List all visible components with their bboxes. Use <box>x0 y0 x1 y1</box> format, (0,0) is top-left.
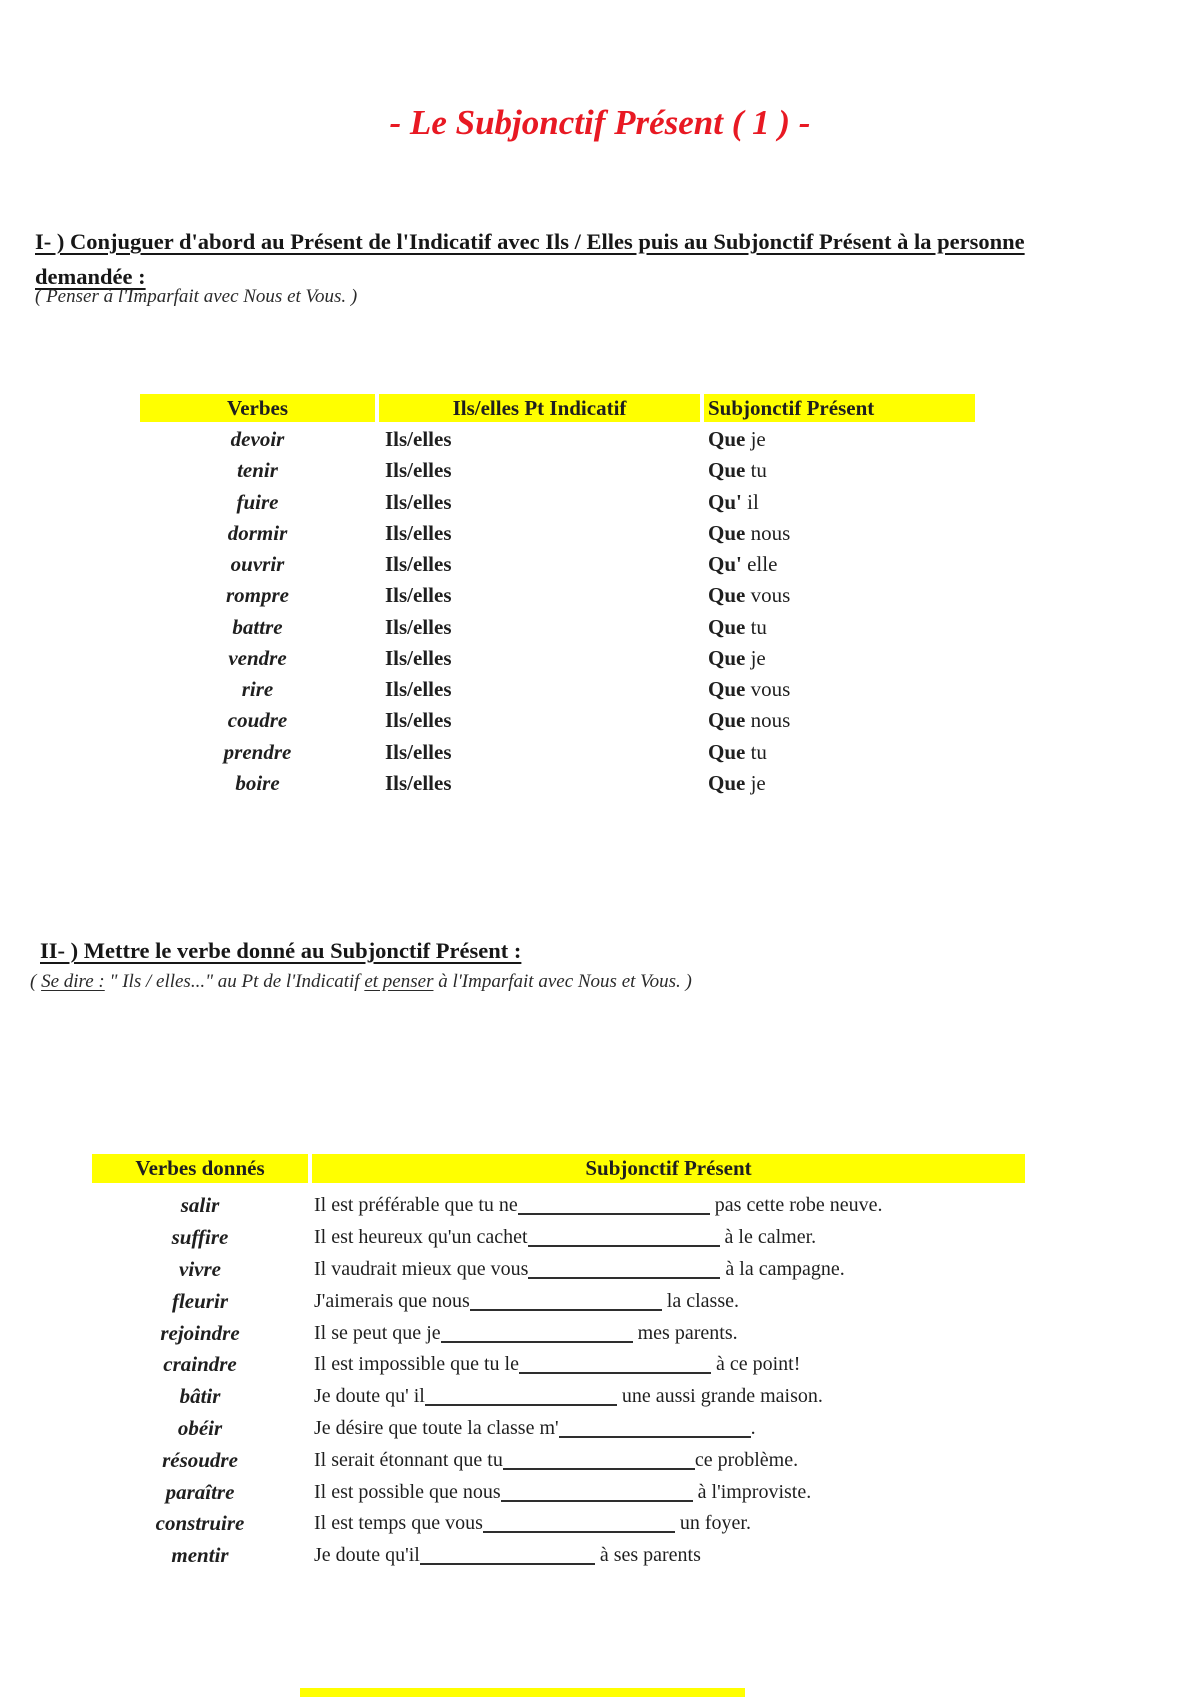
indicatif-cell: Ils/elles <box>385 677 452 702</box>
answer-blank <box>483 1519 675 1533</box>
sentence-after: un foyer. <box>674 1512 751 1535</box>
sentence-after: à la campagne. <box>720 1257 845 1280</box>
subjonctif-cell <box>704 615 975 640</box>
sentence-cell <box>312 1290 1025 1313</box>
answer-blank <box>528 1233 720 1247</box>
que-label: Que <box>708 427 746 452</box>
note-open: ( <box>30 971 42 992</box>
table-row <box>92 1222 1025 1254</box>
table-row <box>140 643 975 674</box>
table-row <box>140 455 975 486</box>
table-row <box>140 612 975 643</box>
sentence-before: Je doute qu' il <box>314 1385 425 1408</box>
verb-cell: résoudre <box>162 1447 238 1472</box>
table-row <box>140 518 975 549</box>
table1-header <box>140 394 975 422</box>
sentence-before: J'aimerais que nous <box>314 1289 470 1312</box>
table-row <box>140 549 975 580</box>
pronoun-label: il <box>747 489 759 514</box>
verb-cell: coudre <box>227 708 288 733</box>
que-label: Que <box>708 645 746 670</box>
sentence-after: à l'improviste. <box>692 1480 812 1503</box>
sentence-after: une aussi grande maison. <box>616 1385 823 1408</box>
sentence-after: à ses parents <box>594 1544 701 1567</box>
section1-note: ( Penser à l'Imparfait avec Nous et Vous. ) <box>35 286 358 307</box>
pronoun-label: nous <box>750 520 791 545</box>
verb-cell: suffire <box>171 1225 229 1250</box>
table2-header-subjonctif: Subjonctif Présent <box>312 1154 1025 1183</box>
section1-heading: I- ) Conjuguer d'abord au Présent de l'Indicatif avec Ils / Elles puis au Subjonctif Présent à la personne demandée : <box>35 229 1025 289</box>
sentence-cell <box>312 1417 1025 1440</box>
indicatif-cell: Ils/elles <box>385 520 452 545</box>
que-label: Que <box>708 677 746 702</box>
pronoun-label: elle <box>747 552 778 577</box>
sentence-before: Il est préférable que tu ne <box>314 1194 518 1217</box>
sentence-cell <box>312 1258 1025 1281</box>
subjonctif-cell <box>704 521 975 546</box>
answer-blank <box>503 1456 695 1470</box>
sentence-before: Il est possible que nous <box>314 1480 501 1503</box>
note-underlined-et-penser: et penser <box>364 971 434 992</box>
sentence-before: Je désire que toute la classe m' <box>314 1416 559 1439</box>
sentence-cell <box>312 1449 1025 1472</box>
sentence-cell <box>312 1544 1025 1567</box>
sentence-before: Il est heureux qu'un cachet <box>314 1226 528 1249</box>
que-label: Que <box>708 739 746 764</box>
verb-cell: battre <box>232 614 283 639</box>
que-label: Qu' <box>708 489 742 514</box>
subjonctif-cell <box>704 552 975 577</box>
verb-cell: vivre <box>179 1256 221 1281</box>
sentence-after: . <box>750 1416 756 1439</box>
sentence-after: la classe. <box>661 1289 739 1312</box>
subjonctif-cell <box>704 771 975 796</box>
table-row <box>92 1444 1025 1476</box>
sentence-before: Il se peut que je <box>314 1321 441 1344</box>
table-row <box>140 580 975 611</box>
pronoun-label: je <box>750 427 766 452</box>
note-end: à l'Imparfait avec Nous et Vous. ) <box>433 971 692 992</box>
table-row <box>140 424 975 455</box>
page-title: - Le Subjonctif Présent ( 1 ) - <box>389 103 811 142</box>
sentence-before: Je doute qu'il <box>314 1544 420 1567</box>
section2-note <box>30 971 692 993</box>
answer-blank <box>519 1360 711 1374</box>
verb-cell: rire <box>241 677 274 702</box>
subjonctif-cell <box>704 677 975 702</box>
pronoun-label: tu <box>750 458 767 483</box>
verb-cell: vendre <box>228 645 287 670</box>
answer-blank <box>518 1201 710 1215</box>
indicatif-cell: Ils/elles <box>385 645 452 670</box>
sentence-after: à le calmer. <box>719 1226 817 1249</box>
table-row <box>92 1254 1025 1286</box>
subjonctif-cell <box>704 740 975 765</box>
indicatif-cell: Ils/elles <box>385 614 452 639</box>
table-row <box>92 1349 1025 1381</box>
sentence-cell <box>312 1512 1025 1535</box>
sentence-before: Il vaudrait mieux que vous <box>314 1257 529 1280</box>
indicatif-cell: Ils/elles <box>385 427 452 452</box>
pronoun-label: je <box>750 645 766 670</box>
verb-cell: fuire <box>236 489 279 514</box>
sentence-after: pas cette robe neuve. <box>709 1194 883 1217</box>
sentence-after: à ce point! <box>710 1353 801 1376</box>
table-row <box>92 1413 1025 1445</box>
subjonctif-cell <box>704 708 975 733</box>
note-middle: " Ils / elles..." au Pt de l'Indicatif <box>104 971 365 992</box>
verb-cell: tenir <box>237 458 278 483</box>
sentence-before: Il est impossible que tu le <box>314 1353 519 1376</box>
verb-cell: fleurir <box>171 1288 228 1313</box>
table1-header-subjonctif: Subjonctif Présent <box>704 394 975 422</box>
verb-cell: obéir <box>177 1415 223 1440</box>
que-label: Que <box>708 770 746 795</box>
section2-heading: II- ) Mettre le verbe donné au Subjonctif Présent : <box>40 938 522 963</box>
pronoun-label: vous <box>750 677 791 702</box>
answer-blank <box>441 1329 633 1343</box>
table2-body <box>92 1190 1025 1572</box>
answer-blank <box>501 1488 693 1502</box>
verb-cell: ouvrir <box>230 552 285 577</box>
answer-blank <box>559 1424 751 1438</box>
verb-cell: bâtir <box>179 1384 221 1409</box>
table-row <box>140 737 975 768</box>
que-label: Que <box>708 614 746 639</box>
pronoun-label: tu <box>750 739 767 764</box>
answer-blank <box>425 1392 617 1406</box>
sentence-cell <box>312 1226 1025 1249</box>
indicatif-cell: Ils/elles <box>385 583 452 608</box>
verb-cell: boire <box>235 770 280 795</box>
sentence-cell <box>312 1385 1025 1408</box>
que-label: Que <box>708 583 746 608</box>
subjonctif-cell <box>704 458 975 483</box>
table1-body <box>140 424 975 799</box>
que-label: Que <box>708 458 746 483</box>
sentence-after: mes parents. <box>632 1321 738 1344</box>
sentence-cell <box>312 1353 1025 1376</box>
table-row <box>92 1190 1025 1222</box>
next-page-table-strip <box>300 1688 745 1697</box>
indicatif-cell: Ils/elles <box>385 708 452 733</box>
subjonctif-cell <box>704 646 975 671</box>
table-row <box>92 1285 1025 1317</box>
verb-cell: construire <box>155 1511 245 1536</box>
table-row <box>92 1508 1025 1540</box>
table-row <box>92 1381 1025 1413</box>
answer-blank <box>470 1297 662 1311</box>
indicatif-cell: Ils/elles <box>385 489 452 514</box>
indicatif-cell: Ils/elles <box>385 552 452 577</box>
table-row <box>140 674 975 705</box>
sentence-after: ce problème. <box>694 1448 799 1471</box>
pronoun-label: nous <box>750 708 791 733</box>
indicatif-cell: Ils/elles <box>385 458 452 483</box>
table-row <box>92 1476 1025 1508</box>
note-underlined-se-dire: Se dire : <box>41 971 105 992</box>
pronoun-label: tu <box>750 614 767 639</box>
sentence-cell <box>312 1194 1025 1217</box>
indicatif-cell: Ils/elles <box>385 770 452 795</box>
que-label: Que <box>708 520 746 545</box>
verb-cell: salir <box>180 1193 220 1218</box>
table-row <box>140 705 975 736</box>
verb-cell: craindre <box>163 1352 237 1377</box>
verb-cell: rompre <box>226 583 289 608</box>
que-label: Qu' <box>708 552 742 577</box>
table-row <box>92 1540 1025 1572</box>
answer-blank <box>528 1265 720 1279</box>
subjonctif-cell <box>704 583 975 608</box>
verb-cell: dormir <box>227 520 288 545</box>
verb-cell: devoir <box>230 427 285 452</box>
verb-cell: prendre <box>223 739 292 764</box>
table-row <box>92 1317 1025 1349</box>
table1-header-indicatif: Ils/elles Pt Indicatif <box>379 394 700 422</box>
verb-cell: rejoindre <box>160 1320 240 1345</box>
answer-blank <box>420 1551 595 1565</box>
que-label: Que <box>708 708 746 733</box>
table-row <box>140 487 975 518</box>
subjonctif-cell <box>704 427 975 452</box>
indicatif-cell: Ils/elles <box>385 739 452 764</box>
pronoun-label: je <box>750 770 766 795</box>
sentence-cell <box>312 1322 1025 1345</box>
sentence-cell <box>312 1481 1025 1504</box>
pronoun-label: vous <box>750 583 791 608</box>
verb-cell: paraître <box>165 1479 235 1504</box>
verb-cell: mentir <box>171 1543 229 1568</box>
table2-header-verbes: Verbes donnés <box>92 1154 308 1183</box>
subjonctif-cell <box>704 490 975 515</box>
sentence-before: Il serait étonnant que tu <box>314 1448 503 1471</box>
sentence-before: Il est temps que vous <box>314 1512 483 1535</box>
table2-header <box>92 1154 1025 1183</box>
table-row <box>140 768 975 799</box>
table1-header-verbes: Verbes <box>140 394 375 422</box>
